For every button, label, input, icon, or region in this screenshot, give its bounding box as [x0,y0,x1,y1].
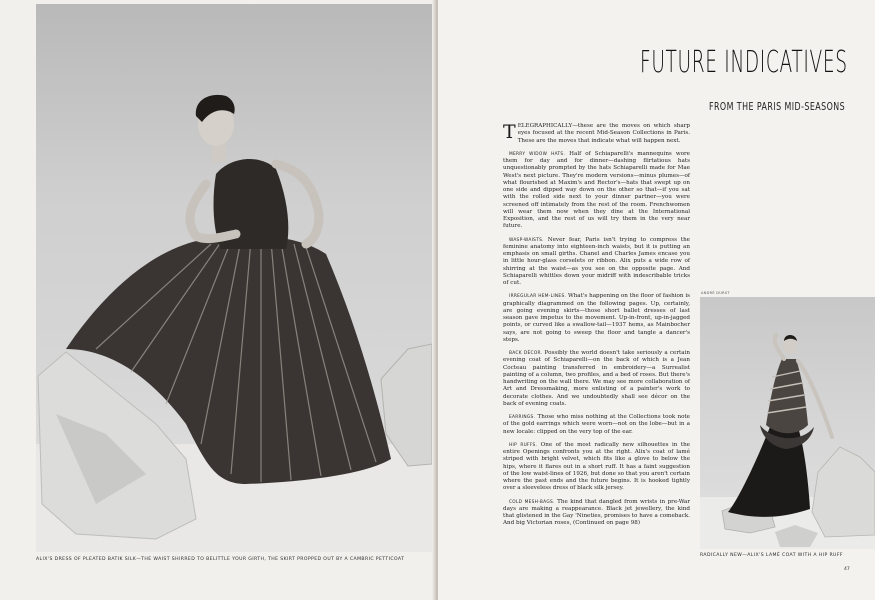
article-paragraph [503,151,690,231]
article-body [503,123,690,534]
paragraph-text: The kind that dangled from wrists in pre-War days are making a reappearance. Black jet jewellery, the kind that glistened in the Gay 'Nineties, promises to have a comeback. And big Victorian roses, (Continued on page 98) [503,498,690,527]
section-runin-heading: WASP-WAISTS. [509,237,544,243]
paragraph-text: What's happening on the floor of fashion is graphically diagrammed on the following pages. Up, certainly, are going evening skirts—those short ballet dresses of last season gave impetus to the movement. Up-in-front, up-in-jagged points, or curved like a swallow-tail—1937 hems, as Mainbocher says, are not going to sweep the floor and tangle a dancer's steps. [503,293,690,343]
paragraph-text: Half of Schiaparelli's mannequins wore them for day and for dinner—dashing flirtatious hats unquestionably prompted by the hats Schiaparelli made for Mae West's next picture. They're modern versions—minus plumes—of what flourished at Maxim's and Rector's—hats that swept up on one side and dipped way down on the other so that—if you sat with the rolled side next to your dinner partner—you were screened off intimately from the rest of the room. Frenchwomen will wear them now when they dine at the International Exposition, and the rest of us will try them in the very near future. [503,150,690,230]
photo-caption: ALIX'S DRESS OF PLEATED BATIK SILK—THE WAIST SHIRRED TO BELITTLE YOUR GIRTH, THE SKIRT PROPPED OUT BY A CAMBRIC PETTICOAT [36,557,405,562]
section-runin-heading: EARRINGS. [509,415,536,420]
section-runin-heading: MERRY WIDOW HATS. [509,151,566,157]
article-paragraph [503,499,690,528]
fashion-photo-lame-coat [700,297,875,549]
page-number: 47 [844,567,850,572]
fashion-photo-illustration [36,4,432,552]
section-runin-heading: BACK DÉCOR. [509,351,543,356]
article-paragraph [503,350,690,408]
article-paragraph [503,414,690,436]
paragraph-text: Possibly the world doesn't take seriously a certain evening coat of Schiaparelli—on the back of which is a Jean Cocteau painting transferred in embroidery—a Surrealist painting of a column, two profiles, and a bed of roses. But there's handwriting on the wall there. We may see more collaboration of Art and Dressmaking, more enlisting of a painter's work to decorate clothes. And we undoubtedly shall see décor on the back of evening coats. [503,350,690,407]
section-runin-heading: COLD MESH-BAGS. [509,499,555,505]
fashion-photo-pleated-dress [36,4,432,552]
paragraph-text: Those who miss nothing at the Collections took note of the gold earrings which were worn—not on the lobe—but in a new locale: clipped on the very top of the ear. [503,414,690,435]
article-headline: FUTURE INDICATIVES [640,45,848,80]
article-paragraph [503,237,690,288]
article-paragraph [503,293,690,344]
paragraph-text: Never fear, Paris isn't trying to compress the feminine anatomy into eighteen-inch waists, but it is putting an emphasis on small girths. Chanel and Charles James encase you in little hour-glass corselets or ribbon. Alix puts a wide row of shirring at the waist—as you see on the opposite page. And Schiaparelli whittles down your midriff with indescribable tricks of cut. [503,236,690,286]
article-paragraph [503,123,690,145]
paragraph-text: ELEGRAPHICALLY—these are the moves on which sharp eyes focused at the recent Mid-Season Collections in Paris. These are the moves that indicate what will happen next. [517,123,690,144]
article-paragraph [503,442,690,493]
photo-caption: RADICALLY NEW—ALIX'S LAMÉ COAT WITH A HIP RUFF [700,553,843,558]
section-runin-heading: HIP RUFFS. [509,442,538,448]
paragraph-text: One of the most radically new silhouettes in the entire Openings confronts you at the right. Alix's coat of lamé striped with bright velvet, which fits like a glove to below the hips, where it flares out in a short ruff. It has a faint suggestion of the low waist-lines of 1926, but done so that you aren't certain where the past ends and the future begins. It is hooked tightly over a sleeveless dress of black silk jersey. [503,441,690,492]
left-page [0,0,436,600]
section-runin-heading: IRREGULAR HEM-LINES. [509,294,567,300]
photo-credit: ANDRÉ DURST [701,291,730,295]
drop-cap: T [503,121,516,143]
article-subhead: FROM THE PARIS MID-SEASONS [709,100,846,113]
fashion-photo-illustration [700,297,875,549]
